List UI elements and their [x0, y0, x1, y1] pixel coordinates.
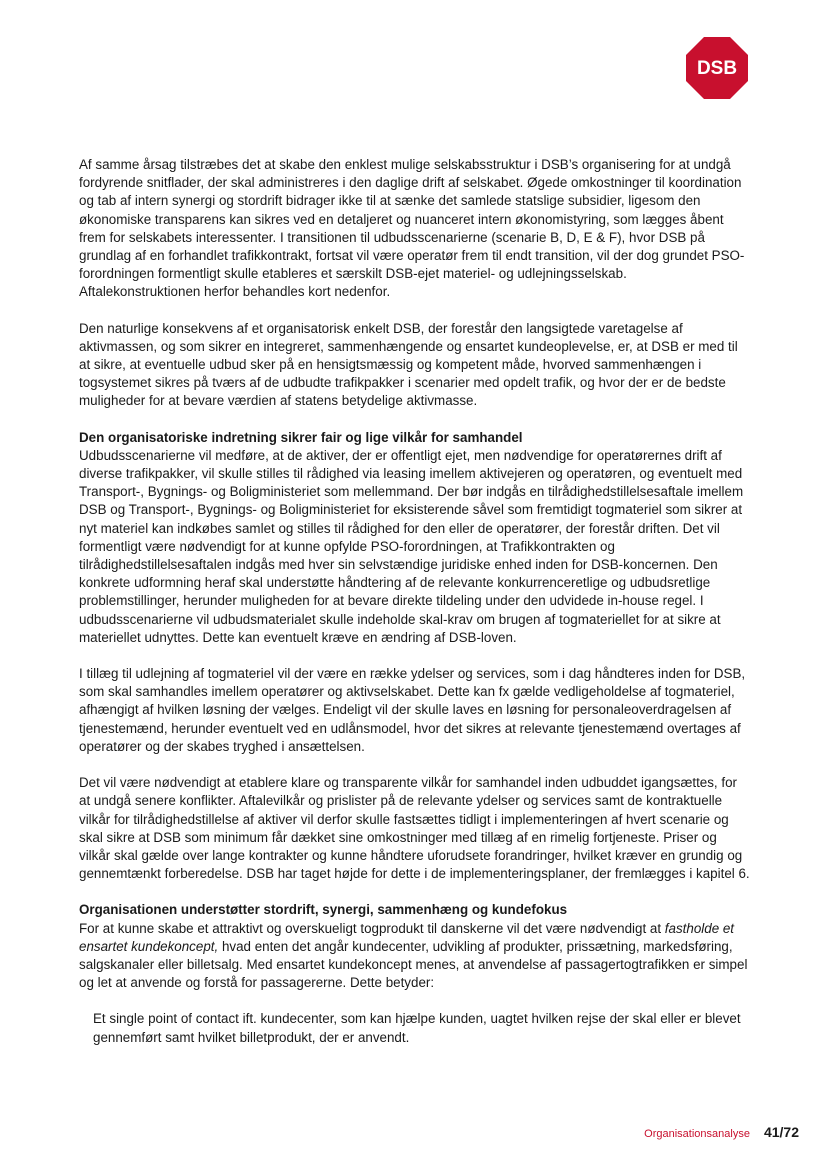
logo-text: DSB [696, 58, 738, 79]
paragraph-2: Den naturlige konsekvens af et organisatorisk enkelt DSB, der forestår den langsigtede varetagelse af aktivmassen, og som sikrer en integreret, sammenhængende og ensartet kundeoplevelse, er, at DSB er med til at sikre, at eventuelle udbud sker på en hensigtsmæssig og kompetent måde, hvorved sammenhængen i togsystemet sikres på tværs af de udbudte trafikpakker i scenarier med opdelt trafik, og hvor der er de bedste muligheder for at bevare værdien af statens betydelige aktivmasse. [79, 320, 738, 409]
paragraph-4: I tillæg til udlejning af togmateriel vil der være en række ydelser og services, som i dag håndteres inden for DSB, som skal samhandles imellem operatører og aktivselskabet. Dette kan fx gælde vedligeholdelse af togmateriel, afhængigt af hvilken løsning der vælges. Endeligt vil der skulle laves en løsning for personaleoverdragelsen af tjenestemænd, herunder eventuelt ved en udlånsmodel, hvor det sikres at relevante tjenestemænd overtages af operatører og der skabes tryghed i ansættelsen. [79, 666, 746, 754]
document-body [79, 156, 751, 1047]
heading-samhandel: Den organisatoriske indretning sikrer fair og lige vilkår for samhandel [79, 429, 523, 445]
heading-stordrift: Organisationen understøtter stordrift, synergi, sammenhæng og kundefokus [79, 902, 568, 918]
paragraph-1: Af samme årsag tilstræbes det at skabe den enklest mulige selskabsstruktur i DSB’s organisering for at undgå fordyrende snitflader, der skal administreres i den daglige drift af selskabet. Øgede omkostninger til koordination og tab af intern synergi og stordrift bidrager ikke til at sænke det samlede statslige subsidier, ligesom den økonomiske transparens kan sikres ved en detaljeret og nuanceret intern økonomistyring, som lægges åbent frem for selskabets interessenter. I transitionen til udbudsscenarierne (scenarie B, D, E & F), hvor DSB på grundlag af en forhandlet trafikkontrakt, fortsat vil være operatør frem til endt transition, vil der dog grundet PSO-forordningen formentligt skulle etableres et særskilt DSB-ejet materiel- og udlejningsselskab. Aftalekonstruktionen herfor behandles kort nedenfor. [79, 157, 745, 300]
footer-section-title: Organisationsanalyse [644, 1128, 750, 1140]
paragraph-6-emphasis: fastholde et ensartet kundekoncept, [79, 920, 735, 954]
paragraph-5: Det vil være nødvendigt at etablere klare og transparente vilkår for samhandel inden udbuddet igangsættes, for at undgå senere konflikter. Aftalevilkår og prislister på de relevante ydelser og services samt de kontraktuelle vilkår for tilrådighedstillelse af aktiver vil derfor skulle fastsættes tidligt i implementeringen af hvert scenarie og skal sikre at DSB som minimum får dækket sine omkostninger med tillæg af en rimelig fortjeneste. Priser og vilkår skal gælde over lange kontrakter og kunne håndtere uforudsete forandringer, hvilket kræver en grundig og gennemtænkt forberedelse. DSB har taget højde for dette i de implementeringsplaner, der fremlægges i kapitel 6. [79, 775, 750, 882]
paragraph-3: Udbudsscenarierne vil medføre, at de aktiver, der er offentligt ejet, men nødvendige for operatørernes drift af diverse trafikpakker, vil skulle stilles til rådighed via leasing imellem aktivejeren og operatøren, og eventuelt med Transport-, Bygnings- og Boligministeriet som mellemmand. Der bør indgås en tilrådighedstillelsesaftale imellem DSB og Transport-, Bygnings- og Boligministeriet for eksisterende såvel som fremtidigt togmateriel som sikrer at nyt materiel kan indkøbes samlet og stilles til rådighed for den eller de operatører, der forestår driften. Det vil formentligt være nødvendigt for at kunne opfylde PSO-forordningen, at Trafikkontrakten og tilrådighedstillelsesaftalen indgås med hver sin selvstændige juridiske enhed inden for DSB-koncernen. Den konkrete udformning heraf skal understøtte håndtering af de relevante konkurrenceretlige og udbudsretlige problemstillinger, herunder muligheden for at bevare direkte tildeling under den udvidede in-house regel. I udbudsscenarierne vil udbudsmaterialet skulle indeholde skal-krav om brugen af togmateriellet for at sikre at materiellet udnyttes. Dette kan eventuelt kræve en ændring af DSB-loven. [79, 447, 744, 645]
dsb-logo [686, 37, 748, 99]
paragraph-6-start: For at kunne skabe et attraktivt og overskueligt togprodukt til danskerne vil det være nødvendigt at [79, 920, 665, 936]
paragraph-6-end: hvad enten det angår kundecenter, udvikling af produkter, prissætning, markedsføring, salgskanaler eller billetsalg. Med ensartet kundekoncept menes, at anvendelse af passagertogtrafikken er simpel og let at anvende og forstå for passagererne. Dette betyder: [79, 938, 748, 991]
list-item: Et single point of contact ift. kundecenter, som kan hjælpe kunden, uagtet hvilken rejse der skal eller er blevet gennemført samt hvilket billetprodukt, der er anvendt. [93, 1011, 741, 1045]
page-footer [644, 1124, 799, 1140]
page-number: 41/72 [763, 1124, 799, 1140]
paragraph-6 [79, 920, 751, 993]
dsb-logo-octagon [686, 37, 748, 99]
